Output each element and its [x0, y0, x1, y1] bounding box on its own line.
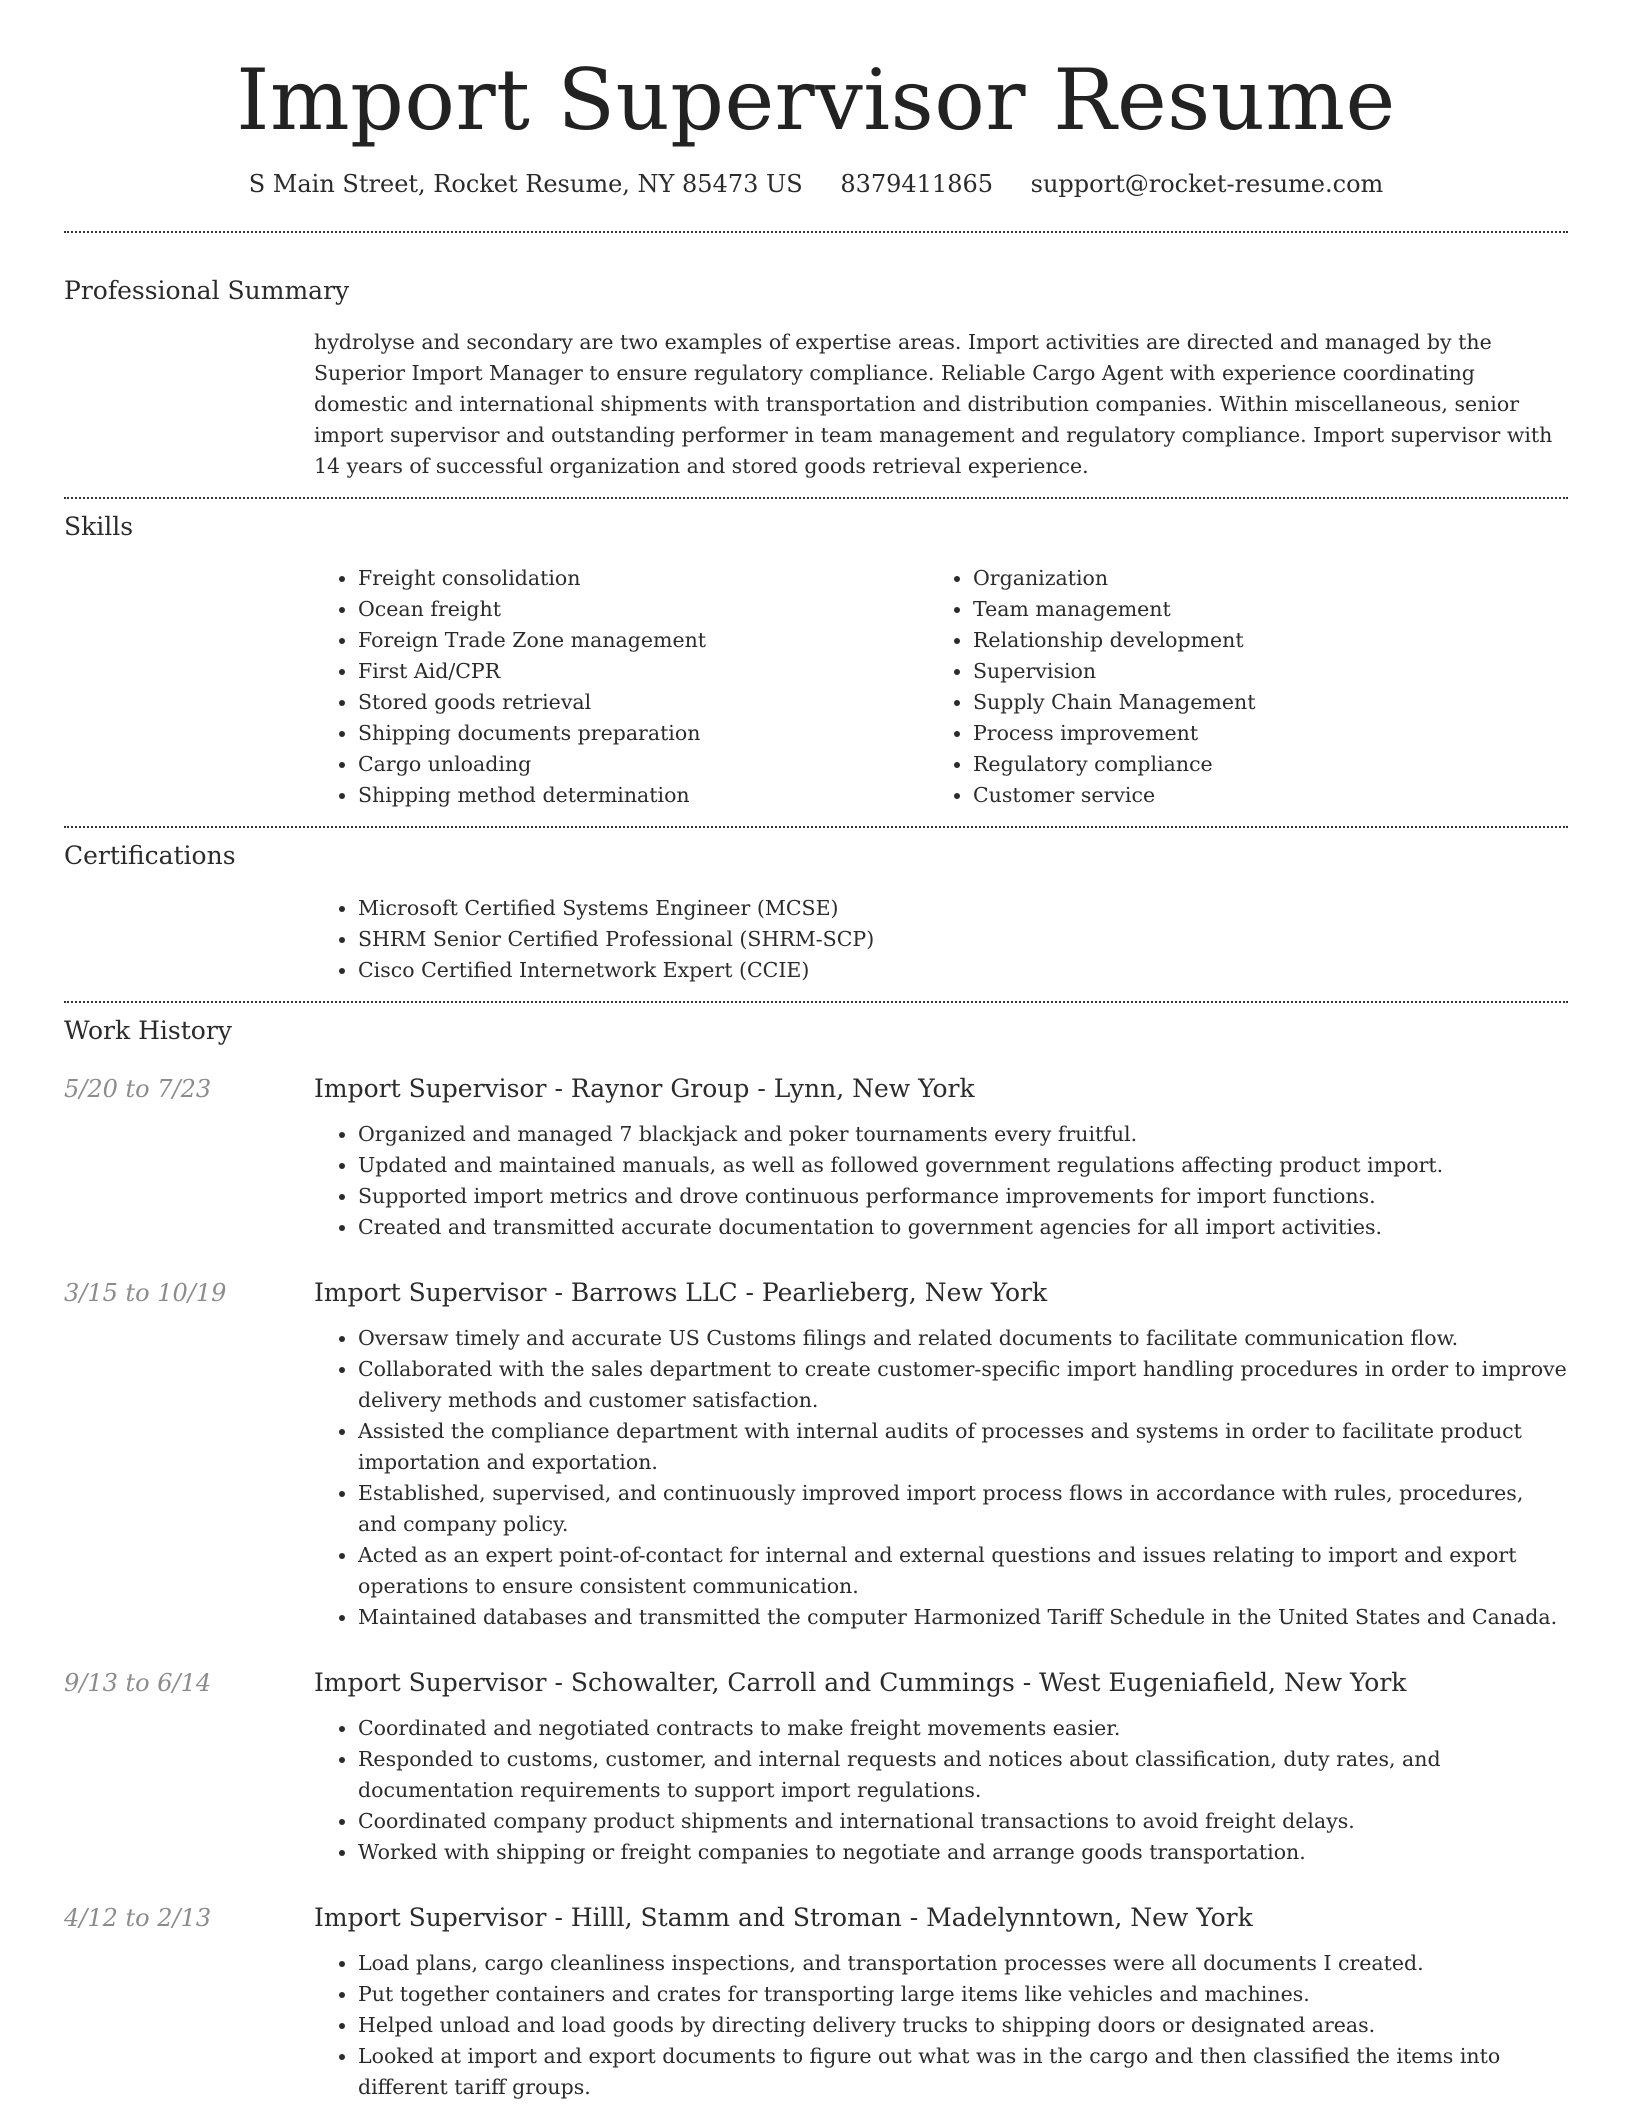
job-dates: 4/12 to 2/13	[64, 1904, 212, 1932]
section-divider	[64, 826, 1568, 828]
certification-item: • Microsoft Certified Systems Engineer (MCSE)	[358, 893, 1568, 924]
certifications-list	[314, 893, 1568, 986]
resume-header	[64, 0, 1568, 200]
job-bullet: • Supported import metrics and drove continuous performance improvements for import functions.	[358, 1181, 1568, 1212]
job-entry	[64, 1902, 1568, 2103]
work-history-heading: Work History	[64, 1016, 232, 1045]
skill-item: • Shipping documents preparation	[358, 718, 929, 749]
skills-columns	[314, 563, 1568, 811]
job-bullets	[314, 1713, 1568, 1868]
job-bullet: • Put together containers and crates for transporting large items like vehicles and machines.	[358, 1979, 1568, 2010]
job-dates: 5/20 to 7/23	[64, 1075, 212, 1103]
skills-heading: Skills	[64, 512, 134, 541]
skill-item: • Supervision	[973, 656, 1544, 687]
skill-item: • Relationship development	[973, 625, 1544, 656]
job-title: Import Supervisor - Barrows LLC - Pearlieberg, New York	[314, 1278, 1048, 1307]
job-bullets	[314, 1323, 1568, 1633]
skills-list-right	[929, 563, 1544, 811]
skill-item: • Freight consolidation	[358, 563, 929, 594]
job-bullet: • Assisted the compliance department with internal audits of processes and systems in order to facilitate product importation and exportation.	[358, 1416, 1568, 1478]
job-bullet: • Looked at import and export documents to figure out what was in the cargo and then classified the items into different tariff groups.	[358, 2041, 1568, 2103]
job-bullet: • Acted as an expert point-of-contact for internal and external questions and issues relating to import and export operations to ensure consistent communication.	[358, 1540, 1568, 1602]
job-dates: 3/15 to 10/19	[64, 1279, 227, 1307]
skill-item: • Foreign Trade Zone management	[358, 625, 929, 656]
job-bullet: • Oversaw timely and accurate US Customs filings and related documents to facilitate communication flow.	[358, 1323, 1568, 1354]
certification-item: • SHRM Senior Certified Professional (SHRM-SCP)	[358, 924, 1568, 955]
certifications-section	[64, 840, 1568, 986]
skill-item: • Shipping method determination	[358, 780, 929, 811]
resume-title: Import Supervisor Resume	[236, 51, 1396, 149]
contact-address: S Main Street, Rocket Resume, NY 85473 US	[248, 170, 803, 198]
section-divider	[64, 1001, 1568, 1003]
summary-text: hydrolyse and secondary are two examples of expertise areas. Import activities are directed and managed by the Superior Import Manager to ensure regulatory compliance. Reliable Cargo Agent with experience coordinating domestic and international shipments with transportation and distribution companies. Within miscellaneous, senior import supervisor and outstanding performer in team management and regulatory compliance. Import supervisor with 14 years of successful organization and stored goods retrieval experience.	[314, 330, 1553, 478]
job-bullet: • Created and transmitted accurate documentation to government agencies for all import activities.	[358, 1212, 1568, 1243]
contact-line	[64, 168, 1568, 200]
job-dates: 9/13 to 6/14	[64, 1669, 212, 1697]
summary-section	[64, 275, 1568, 482]
job-title: Import Supervisor - Hilll, Stamm and Stroman - Madelynntown, New York	[314, 1903, 1253, 1932]
skill-item: • Team management	[973, 594, 1544, 625]
job-title: Import Supervisor - Schowalter, Carroll and Cummings - West Eugeniafield, New York	[314, 1668, 1407, 1697]
job-bullet: • Load plans, cargo cleanliness inspections, and transportation processes were all documents I created.	[358, 1948, 1568, 1979]
job-bullet: • Coordinated and negotiated contracts to make freight movements easier.	[358, 1713, 1568, 1744]
skill-item: • Cargo unloading	[358, 749, 929, 780]
contact-email: support@rocket-resume.com	[1030, 170, 1384, 198]
job-bullet: • Maintained databases and transmitted the computer Harmonized Tariff Schedule in the United States and Canada.	[358, 1602, 1568, 1633]
skill-item: • First Aid/CPR	[358, 656, 929, 687]
job-bullet: • Updated and maintained manuals, as well as followed government regulations affecting product import.	[358, 1150, 1568, 1181]
certifications-heading: Certifications	[64, 841, 236, 870]
job-title: Import Supervisor - Raynor Group - Lynn, New York	[314, 1074, 975, 1103]
job-bullet: • Collaborated with the sales department to create customer-specific import handling procedures in order to improve delivery methods and customer satisfaction.	[358, 1354, 1568, 1416]
skill-item: • Organization	[973, 563, 1544, 594]
summary-heading: Professional Summary	[64, 276, 350, 305]
skill-item: • Stored goods retrieval	[358, 687, 929, 718]
job-entry	[64, 1277, 1568, 1633]
section-divider	[64, 231, 1568, 233]
job-entry	[64, 1667, 1568, 1868]
job-bullet: • Organized and managed 7 blackjack and poker tournaments every fruitful.	[358, 1119, 1568, 1150]
job-bullets	[314, 1119, 1568, 1243]
job-bullet: • Coordinated company product shipments and international transactions to avoid freight delays.	[358, 1806, 1568, 1837]
job-bullet: • Worked with shipping or freight companies to negotiate and arrange goods transportation.	[358, 1837, 1568, 1868]
skill-item: • Process improvement	[973, 718, 1544, 749]
work-history-section	[64, 1015, 1568, 2103]
job-bullet: • Helped unload and load goods by directing delivery trucks to shipping doors or designated areas.	[358, 2010, 1568, 2041]
certification-item: • Cisco Certified Internetwork Expert (CCIE)	[358, 955, 1568, 986]
skills-section	[64, 511, 1568, 811]
skill-item: • Supply Chain Management	[973, 687, 1544, 718]
section-divider	[64, 497, 1568, 499]
job-bullet: • Responded to customs, customer, and internal requests and notices about classification, duty rates, and documentation requirements to support import regulations.	[358, 1744, 1568, 1806]
job-bullets	[314, 1948, 1568, 2103]
skill-item: • Ocean freight	[358, 594, 929, 625]
job-entry	[64, 1073, 1568, 1243]
skills-list-left	[314, 563, 929, 811]
resume-page	[64, 0, 1568, 2103]
skill-item: • Customer service	[973, 780, 1544, 811]
skill-item: • Regulatory compliance	[973, 749, 1544, 780]
job-bullet: • Established, supervised, and continuously improved import process flows in accordance with rules, procedures, and company policy.	[358, 1478, 1568, 1540]
contact-phone: 8379411865	[840, 170, 994, 198]
